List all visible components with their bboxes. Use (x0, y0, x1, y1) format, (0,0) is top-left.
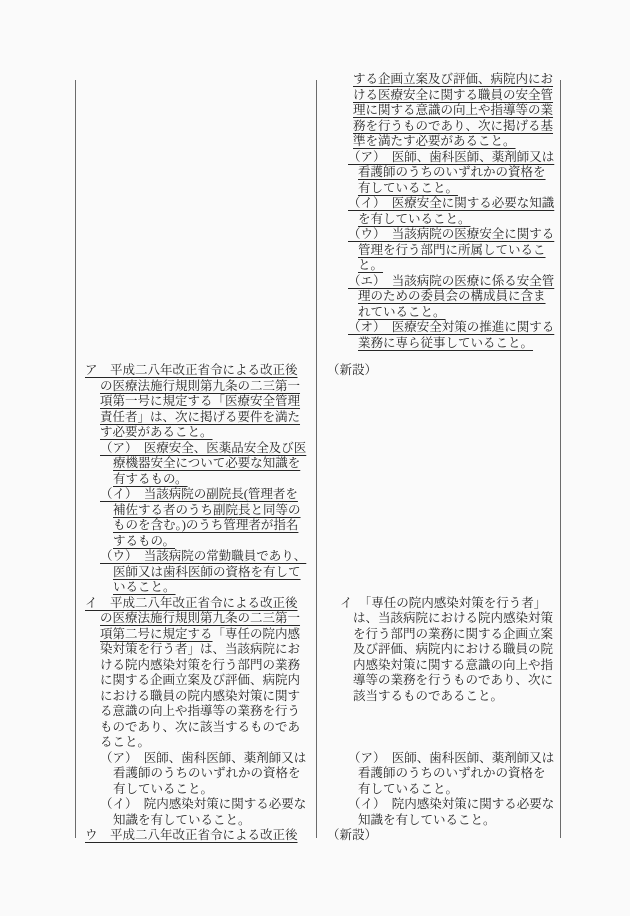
comparison-table (75, 72, 561, 844)
underlined-text: れていること。 (358, 304, 446, 319)
text-line (75, 379, 316, 395)
underlined-text: 看護師のうちのいずれかの資格を (358, 165, 546, 179)
text-line (316, 103, 561, 119)
row-item-i-infection-control-paragraph (75, 596, 561, 751)
text-line (75, 627, 316, 643)
text-line (75, 472, 316, 488)
text-line (75, 363, 316, 379)
text-line (316, 689, 561, 705)
text-line (316, 627, 561, 643)
text: （新設） (327, 828, 378, 842)
row-item-u-start-right-cell (316, 828, 561, 844)
text-line (75, 549, 316, 565)
text-line (75, 410, 316, 426)
text: （ア） 医師、歯科医師、薬剤師又は (348, 750, 555, 765)
text: 知識を有していること。 (113, 812, 251, 827)
text: は、当該病院における院内感染対策 (353, 611, 554, 625)
text-line (75, 658, 316, 674)
underlined-text: 補佐する者のうち副院長と同等の (113, 502, 301, 517)
text-line (316, 611, 561, 627)
text-line (316, 828, 561, 844)
text-line (75, 441, 316, 457)
text: ける院内感染対策を行う部門の業務 (100, 657, 301, 672)
underlined-text: するもの。 (113, 533, 176, 548)
text: を行う部門の業務に関する企画立案 (353, 626, 554, 641)
text-line (75, 565, 316, 581)
underlined-text: （ウ） 当該病院の常勤職員であり、 (100, 549, 307, 563)
row-item-i-infection-control-paragraph-left-cell (75, 596, 316, 751)
text-line (316, 150, 561, 166)
text: （ア） 医師、歯科医師、薬剤師又は (100, 750, 307, 765)
text-line (75, 673, 316, 689)
row-infection-control-qualifications (75, 751, 561, 829)
text: 染対策を行う者」は、当該病院にお (100, 642, 301, 656)
text-line (75, 689, 316, 705)
text: 「専任の院内感 (212, 626, 301, 641)
text-line (75, 534, 316, 550)
text-line (316, 596, 561, 612)
text-line (75, 813, 316, 829)
underlined-text: 準を満たす必要があること。 (353, 134, 516, 148)
row-continued-safety-manager-criteria-right-cell (316, 72, 561, 351)
text: る意識の向上や指導等の業務を行う (100, 704, 301, 718)
text-line (316, 72, 561, 88)
text-line (316, 673, 561, 689)
text: 看護師のうちのいずれかの資格を (113, 766, 301, 780)
text-line (316, 196, 561, 212)
text: （イ） 院内感染対策に関する必要な (100, 797, 307, 811)
text: における職員の院内感染対策に関す (100, 688, 301, 703)
underlined-text: 項第二号に規定する (100, 626, 213, 641)
text-line (75, 611, 316, 627)
text-line (75, 782, 316, 798)
underlined-text: の医療法施行規則第九条の二三第一 (100, 611, 301, 625)
underlined-text: 医師又は歯科医師の資格を有して (113, 564, 301, 579)
text-line (75, 503, 316, 519)
underlined-text: （オ） 医療安全対策の推進に関する (348, 320, 555, 334)
row-item-i-infection-control-paragraph-right-cell (316, 596, 561, 751)
underlined-text: 業務に専ら従事していること。 (358, 335, 534, 350)
text-line (75, 394, 316, 410)
underlined-text: 療機器安全について必要な知識を (113, 456, 301, 470)
underlined-text: 務を行うものであり、次に掲げる基 (353, 118, 554, 133)
row-infection-control-qualifications-left-cell (75, 751, 316, 829)
text: 有していること。 (113, 781, 214, 796)
text: 内感染対策に関する意識の向上や指 (353, 657, 554, 672)
text-line (316, 751, 561, 767)
underlined-text: す必要があること。 (100, 425, 213, 439)
text-line (75, 425, 316, 441)
text-line (75, 596, 316, 612)
text-line (75, 580, 316, 596)
row-item-a-safety-management-officer-left-cell (75, 363, 316, 596)
underlined-text: を有していること。 (358, 211, 471, 226)
row-continued-safety-manager-criteria (75, 72, 561, 351)
underlined-text: 項第一号に規定する「医療安全管理 (100, 394, 301, 408)
text-line (316, 258, 561, 274)
text-line (75, 487, 316, 503)
text-line (316, 336, 561, 352)
text: 該当するものであること。 (353, 688, 504, 703)
row-item-u-start (75, 828, 561, 844)
underlined-text: 理に関する意識の向上や指導等の業 (353, 103, 554, 117)
text-line (316, 782, 561, 798)
text-line (75, 704, 316, 720)
text: （イ） 院内感染対策に関する必要な (348, 797, 555, 811)
text-line (75, 720, 316, 736)
text: （新設） (327, 363, 378, 377)
text-line (75, 735, 316, 751)
underlined-text: （イ） 医療安全に関する必要な知識 (348, 196, 555, 210)
text: 導等の業務を行うものであり、次に (353, 673, 554, 687)
text-line (316, 119, 561, 135)
text-line (316, 363, 561, 379)
text-line (316, 274, 561, 290)
text-line (316, 797, 561, 813)
underlined-text: ける医療安全に関する職員の安全管 (353, 87, 554, 102)
underlined-text: 理のための委員会の構成員に含ま (358, 289, 546, 303)
text-line (316, 305, 561, 321)
text-line (316, 320, 561, 336)
text-line (316, 243, 561, 259)
text-line (75, 456, 316, 472)
row-continued-safety-manager-criteria-left-cell (75, 72, 316, 351)
underlined-text: 有するもの。 (113, 471, 188, 486)
text-line (316, 165, 561, 181)
text: 有していること。 (358, 781, 459, 796)
underlined-text: （エ） 当該病院の医療に係る安全管 (348, 273, 555, 288)
underlined-text: ウ 平成二八年改正省令による改正後 (85, 828, 298, 842)
text-line (75, 642, 316, 658)
row-infection-control-qualifications-right-cell (316, 751, 561, 829)
text-line (316, 88, 561, 104)
text-line (75, 828, 316, 844)
underlined-text: （イ） 当該病院の副院長(管理者を (100, 487, 298, 501)
text-line (316, 289, 561, 305)
underlined-text: いること。 (113, 580, 176, 594)
underlined-text: と。 (358, 258, 384, 272)
text-line (316, 642, 561, 658)
text-line (75, 766, 316, 782)
underlined-text: （ア） 医療安全、医薬品安全及び医 (100, 440, 307, 455)
underlined-text: の医療法施行規則第九条の二三第一 (100, 378, 301, 393)
text: に関する企画立案及び評価、病院内 (100, 673, 301, 687)
text: 看護師のうちのいずれかの資格を (358, 766, 546, 780)
text-line (316, 181, 561, 197)
text-line (75, 518, 316, 534)
text-line (75, 797, 316, 813)
text: イ 「専任の院内感染対策を行う者」 (340, 595, 547, 610)
text-line (316, 227, 561, 243)
text: ること。 (100, 735, 151, 749)
underlined-text: 管理を行う部門に所属しているこ (358, 242, 546, 257)
text-line (75, 751, 316, 767)
text: 知識を有していること。 (358, 812, 496, 827)
row-item-u-start-left-cell (75, 828, 316, 844)
row-item-a-safety-management-officer (75, 363, 561, 596)
underlined-text: （ウ） 当該病院の医療安全に関する (348, 227, 555, 241)
text-line (316, 658, 561, 674)
underlined-text: する企画立案及び評価、病院内にお (353, 72, 554, 86)
text-line (316, 766, 561, 782)
underlined-text: 責任者」は、次に掲げる要件を満た (100, 409, 301, 424)
text-line (316, 212, 561, 228)
underlined-text: イ 平成二八年改正省令による改正後 (85, 595, 298, 610)
underlined-text: （ア） 医師、歯科医師、薬剤師又は (348, 149, 555, 164)
underlined-text: ものを含む。)のうち管理者が指名 (113, 518, 299, 532)
text-line (316, 813, 561, 829)
row-item-a-safety-management-officer-right-cell (316, 363, 561, 596)
underlined-text: 有していること。 (358, 180, 459, 195)
underlined-text: ア 平成二八年改正省令による改正後 (85, 363, 298, 377)
text: ものであり、次に該当するものであ (100, 719, 301, 734)
text-line (316, 134, 561, 150)
text: 及び評価、病院内における職員の院 (353, 642, 554, 656)
